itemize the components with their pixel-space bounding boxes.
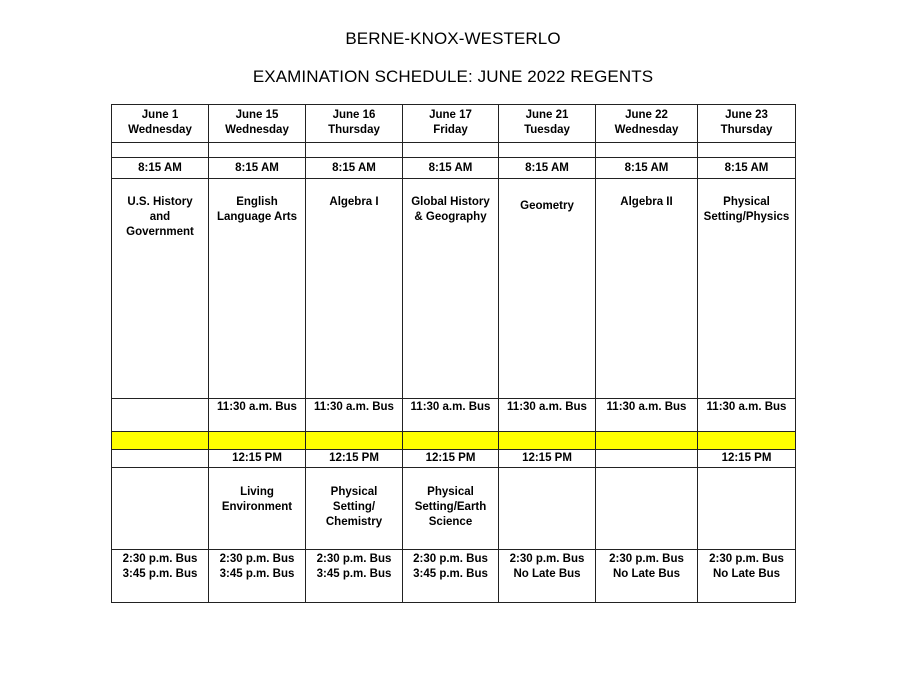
- late-bus-time: 2:30 p.m. Bus: [509, 553, 585, 565]
- morning-start-time: 8:15 AM: [332, 161, 376, 174]
- morning-time-cell: [209, 158, 306, 179]
- morning-exam-name: [306, 195, 402, 210]
- midday-bus-cell: [698, 399, 796, 432]
- afternoon-time-cell: [306, 450, 403, 468]
- late-bus-time: 3:45 p.m. Bus: [316, 568, 392, 580]
- afternoon-time-cell: [499, 450, 596, 468]
- afternoon-time-cell: [403, 450, 499, 468]
- late-bus-time: 2:30 p.m. Bus: [413, 553, 488, 565]
- midday-bus-time: 11:30 a.m. Bus: [314, 401, 394, 413]
- morning-exam-cell: [596, 179, 698, 399]
- morning-exam-cell: [209, 179, 306, 399]
- highlight-cell: [306, 432, 403, 450]
- date-header-cell: [499, 105, 596, 143]
- morning-time-cell: [306, 158, 403, 179]
- morning-start-time: 8:15 AM: [525, 161, 569, 174]
- late-bus-cell: [112, 550, 209, 603]
- date-header-cell: [306, 105, 403, 143]
- exam-weekday: Tuesday: [524, 124, 570, 136]
- late-bus-time: 3:45 p.m. Bus: [413, 568, 488, 580]
- exam-name-line: Government: [126, 226, 194, 238]
- morning-exam-cell: [499, 179, 596, 399]
- spacer-cell: [112, 143, 209, 158]
- late-bus-time: No Late Bus: [513, 568, 581, 580]
- spacer-cell: [698, 143, 796, 158]
- morning-start-time: 8:15 AM: [138, 161, 182, 174]
- exam-name-line: Setting/Earth: [414, 501, 487, 513]
- morning-exam-name: [698, 195, 795, 225]
- exam-date: June 1: [141, 109, 179, 121]
- date-header-cell: [698, 105, 796, 143]
- late-bus-time: 2:30 p.m. Bus: [122, 553, 198, 565]
- morning-time-cell: [698, 158, 796, 179]
- afternoon-exam-cell: [698, 468, 796, 550]
- morning-exam-cell: [698, 179, 796, 399]
- morning-time-row: [112, 158, 796, 179]
- midday-bus-time: 11:30 a.m. Bus: [410, 401, 491, 413]
- exam-weekday: Thursday: [328, 124, 380, 136]
- morning-time-cell: [112, 158, 209, 179]
- exam-date: June 15: [235, 109, 279, 121]
- exam-name-line: Environment: [221, 501, 293, 513]
- spacer-cell: [499, 143, 596, 158]
- exam-weekday: Wednesday: [614, 124, 679, 136]
- morning-time-cell: [403, 158, 499, 179]
- afternoon-exam-name: [209, 485, 305, 515]
- afternoon-exam-name: [403, 485, 498, 530]
- highlight-cell: [499, 432, 596, 450]
- morning-exam-name: [403, 195, 498, 225]
- afternoon-time-cell: [209, 450, 306, 468]
- late-bus-time: 3:45 p.m. Bus: [219, 568, 295, 580]
- morning-start-time: 8:15 AM: [724, 161, 769, 174]
- exam-date: June 23: [725, 109, 768, 121]
- afternoon-exam-cell: [209, 468, 306, 550]
- morning-exam-name: [209, 195, 305, 225]
- midday-bus-cell: [306, 399, 403, 432]
- afternoon-start-time: 12:15 PM: [425, 452, 476, 464]
- afternoon-start-time: 12:15 PM: [721, 452, 772, 464]
- schedule-title: EXAMINATION SCHEDULE: JUNE 2022 REGENTS: [252, 67, 654, 86]
- exam-name-line: Algebra I: [329, 196, 379, 208]
- date-header-cell: [112, 105, 209, 143]
- exam-date: June 21: [525, 109, 569, 121]
- midday-bus-cell: [112, 399, 209, 432]
- highlight-cell: [403, 432, 499, 450]
- morning-start-time: 8:15 AM: [235, 161, 279, 174]
- exam-name-line: Physical: [330, 486, 378, 498]
- exam-name-line: Setting/Physics: [703, 211, 790, 223]
- afternoon-time-cell: [596, 450, 698, 468]
- exam-date: June 22: [625, 109, 668, 121]
- afternoon-exam-cell: [596, 468, 698, 550]
- date-header-cell: [596, 105, 698, 143]
- afternoon-exam-cell: [499, 468, 596, 550]
- midday-bus-row: [112, 399, 796, 432]
- exam-weekday: Friday: [433, 124, 468, 136]
- exam-name-line: U.S. History: [127, 196, 193, 208]
- afternoon-exam-name: [306, 485, 402, 530]
- afternoon-exam-cell: [112, 468, 209, 550]
- exam-weekday: Thursday: [720, 124, 773, 136]
- afternoon-exam-cell: [403, 468, 499, 550]
- midday-bus-time: 11:30 a.m. Bus: [217, 401, 297, 413]
- highlight-cell: [698, 432, 796, 450]
- exam-name-line: Geometry: [520, 200, 574, 212]
- exam-name-line: Science: [428, 516, 473, 528]
- highlight-cell: [596, 432, 698, 450]
- exam-name-line: & Geography: [414, 211, 487, 223]
- exam-name-line: Living: [240, 486, 274, 498]
- exam-name-line: Chemistry: [325, 516, 383, 528]
- spacer-cell: [596, 143, 698, 158]
- date-header-cell: [209, 105, 306, 143]
- exam-weekday: Wednesday: [225, 124, 289, 136]
- late-bus-time: 2:30 p.m. Bus: [219, 553, 295, 565]
- exam-name-line: Physical: [427, 486, 474, 498]
- afternoon-start-time: 12:15 PM: [329, 452, 379, 464]
- spacer-cell: [306, 143, 403, 158]
- afternoon-exam-row: [112, 468, 796, 550]
- school-name: BERNE-KNOX-WESTERLO: [345, 29, 561, 48]
- late-bus-time: No Late Bus: [712, 568, 781, 580]
- morning-start-time: 8:15 AM: [624, 161, 669, 174]
- exam-name-line: Language Arts: [216, 211, 298, 223]
- exam-name-line: Global History: [411, 196, 490, 208]
- morning-exam-cell: [112, 179, 209, 399]
- morning-exam-name: [112, 195, 208, 240]
- midday-bus-cell: [403, 399, 499, 432]
- late-bus-time: 2:30 p.m. Bus: [709, 553, 784, 565]
- midday-bus-time: 11:30 a.m. Bus: [606, 401, 687, 413]
- afternoon-time-row: [112, 450, 796, 468]
- midday-bus-cell: [209, 399, 306, 432]
- late-bus-time: No Late Bus: [612, 568, 681, 580]
- highlight-row: [112, 432, 796, 450]
- exam-date: June 17: [429, 109, 472, 121]
- morning-exam-cell: [306, 179, 403, 399]
- late-bus-row: [112, 550, 796, 603]
- morning-exam-cell: [403, 179, 499, 399]
- exam-name-line: Physical: [723, 196, 770, 208]
- morning-time-cell: [596, 158, 698, 179]
- highlight-cell: [209, 432, 306, 450]
- late-bus-time: 2:30 p.m. Bus: [609, 553, 684, 565]
- exam-name-line: Setting/: [332, 501, 376, 513]
- midday-bus-cell: [499, 399, 596, 432]
- spacer-row: [112, 143, 796, 158]
- exam-name-line: Algebra II: [620, 196, 673, 208]
- date-header-row: [112, 105, 796, 143]
- morning-exam-row: [112, 179, 796, 399]
- exam-weekday: Wednesday: [128, 124, 192, 136]
- spacer-cell: [209, 143, 306, 158]
- date-header-cell: [403, 105, 499, 143]
- exam-name-line: English: [236, 196, 278, 208]
- late-bus-cell: [306, 550, 403, 603]
- late-bus-time: 3:45 p.m. Bus: [122, 568, 198, 580]
- late-bus-cell: [596, 550, 698, 603]
- late-bus-time: 2:30 p.m. Bus: [316, 553, 392, 565]
- morning-exam-name: [596, 195, 697, 210]
- midday-bus-cell: [596, 399, 698, 432]
- late-bus-cell: [698, 550, 796, 603]
- late-bus-cell: [403, 550, 499, 603]
- spacer-cell: [403, 143, 499, 158]
- afternoon-time-cell: [698, 450, 796, 468]
- morning-exam-name: [499, 195, 595, 214]
- highlight-cell: [112, 432, 209, 450]
- morning-time-cell: [499, 158, 596, 179]
- late-bus-cell: [209, 550, 306, 603]
- afternoon-start-time: 12:15 PM: [232, 452, 282, 464]
- afternoon-time-cell: [112, 450, 209, 468]
- exam-schedule-table: [111, 104, 796, 603]
- exam-date: June 16: [332, 109, 376, 121]
- midday-bus-time: 11:30 a.m. Bus: [507, 401, 587, 413]
- midday-bus-time: 11:30 a.m. Bus: [706, 401, 787, 413]
- morning-start-time: 8:15 AM: [428, 161, 473, 174]
- afternoon-start-time: 12:15 PM: [522, 452, 572, 464]
- afternoon-exam-cell: [306, 468, 403, 550]
- exam-name-line: and: [149, 211, 171, 223]
- late-bus-cell: [499, 550, 596, 603]
